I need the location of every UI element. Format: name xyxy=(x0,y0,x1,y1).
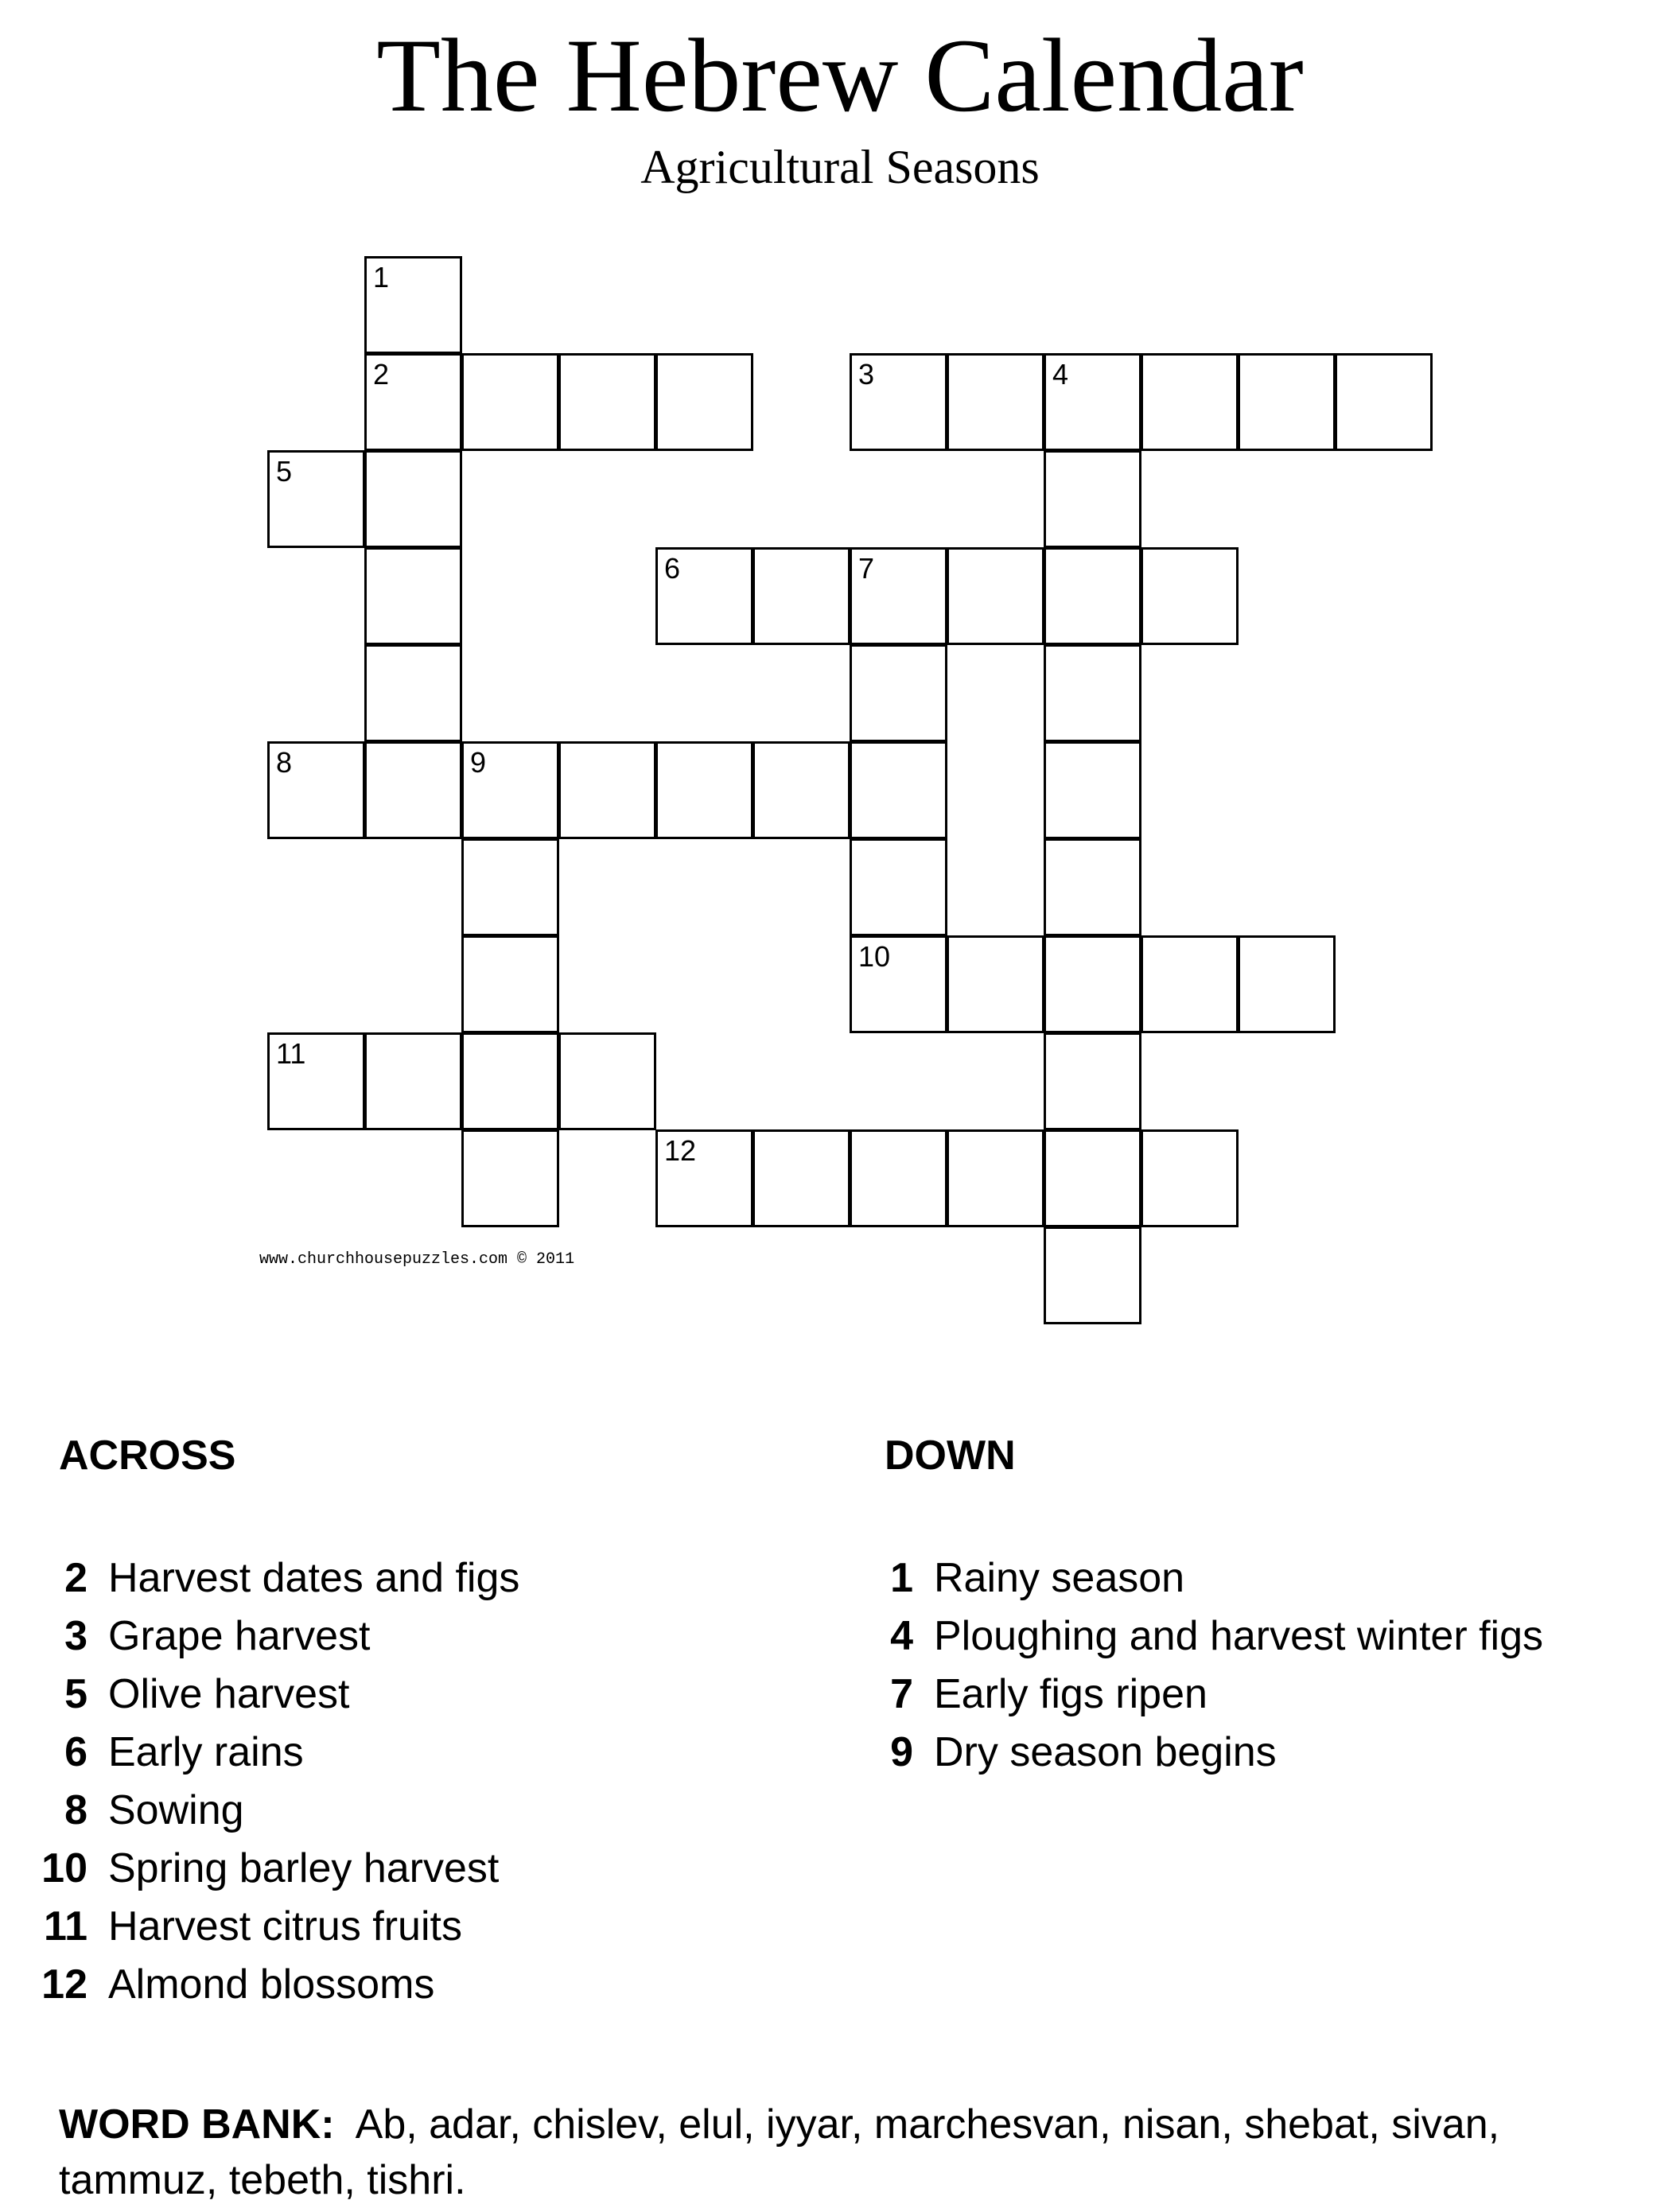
grid-cell[interactable] xyxy=(461,353,559,451)
cell-number: 5 xyxy=(276,455,293,488)
grid-cell[interactable] xyxy=(655,1129,753,1227)
grid-cell[interactable] xyxy=(461,1032,559,1130)
word-bank xyxy=(59,2097,1618,2208)
grid-cell[interactable] xyxy=(850,353,947,451)
grid-cell[interactable] xyxy=(850,935,947,1033)
grid-cell[interactable] xyxy=(364,256,462,354)
cell-number: 2 xyxy=(373,358,390,391)
grid-cell[interactable] xyxy=(364,353,462,451)
page-subtitle: Agricultural Seasons xyxy=(640,141,1040,193)
cell-number: 4 xyxy=(1052,358,1069,391)
clue-text: Spring barley harvest xyxy=(108,1845,500,1891)
cell-number: 3 xyxy=(858,358,875,391)
grid-cell[interactable] xyxy=(655,547,753,645)
grid-cell[interactable] xyxy=(558,741,656,839)
grid-cell[interactable] xyxy=(947,547,1044,645)
clue-number: 12 xyxy=(41,1961,88,2008)
clue-number: 1 xyxy=(890,1555,913,1601)
grid-cell[interactable] xyxy=(1335,353,1433,451)
grid-cell[interactable] xyxy=(947,935,1044,1033)
grid-cell[interactable] xyxy=(752,741,850,839)
cell-number: 11 xyxy=(276,1037,306,1070)
clue-number: 4 xyxy=(890,1613,913,1659)
clue-number: 5 xyxy=(64,1671,88,1717)
cell-number: 9 xyxy=(470,746,487,779)
grid-cell[interactable] xyxy=(364,450,462,548)
clue-number: 8 xyxy=(64,1787,88,1833)
grid-cell[interactable] xyxy=(850,1129,947,1227)
grid-cell[interactable] xyxy=(752,547,850,645)
grid-cell[interactable] xyxy=(752,1129,850,1227)
clue-number: 7 xyxy=(890,1671,913,1717)
clue-text: Early figs ripen xyxy=(934,1671,1208,1717)
grid-cell[interactable] xyxy=(267,741,365,839)
clue-text: Almond blossoms xyxy=(108,1961,435,2008)
grid-cell[interactable] xyxy=(1044,1226,1141,1324)
grid-cell[interactable] xyxy=(1141,353,1239,451)
grid-cell[interactable] xyxy=(850,547,947,645)
clue-text: Harvest citrus fruits xyxy=(108,1903,462,1949)
grid-cell[interactable] xyxy=(1044,1032,1141,1130)
grid-cell[interactable] xyxy=(364,1032,462,1130)
grid-cell[interactable] xyxy=(1141,547,1239,645)
clue-number: 2 xyxy=(64,1555,88,1601)
grid-cell[interactable] xyxy=(364,547,462,645)
grid-cell[interactable] xyxy=(1044,450,1141,548)
clue-number: 6 xyxy=(64,1729,88,1775)
clue-number: 10 xyxy=(41,1845,88,1891)
clue-text: Harvest dates and figs xyxy=(108,1555,520,1601)
grid-cell[interactable] xyxy=(1044,838,1141,936)
clue-text: Dry season begins xyxy=(934,1729,1277,1775)
word-bank-words: Ab, adar, chislev, elul, iyyar, marchesvan, nisan, shebat, sivan, tammuz, tebeth, tishri. xyxy=(59,2101,1500,2203)
grid-cell[interactable] xyxy=(1044,1129,1141,1227)
clue-text: Ploughing and harvest winter figs xyxy=(934,1613,1544,1659)
cell-number: 8 xyxy=(276,746,293,779)
grid-cell[interactable] xyxy=(1238,935,1336,1033)
grid-cell[interactable] xyxy=(655,353,753,451)
clue-text: Sowing xyxy=(108,1787,244,1833)
grid-cell[interactable] xyxy=(558,1032,656,1130)
grid-cell[interactable] xyxy=(558,353,656,451)
cell-number: 10 xyxy=(858,940,891,973)
cell-number: 12 xyxy=(664,1134,697,1167)
grid-cell[interactable] xyxy=(461,1129,559,1227)
grid-cell[interactable] xyxy=(850,838,947,936)
grid-cell[interactable] xyxy=(1044,644,1141,742)
word-bank-label: WORD BANK: xyxy=(59,2101,335,2148)
grid-cell[interactable] xyxy=(1044,741,1141,839)
grid-cell[interactable] xyxy=(1141,1129,1239,1227)
grid-cell[interactable] xyxy=(461,741,559,839)
clue-number: 11 xyxy=(44,1903,88,1949)
grid-cell[interactable] xyxy=(267,1032,365,1130)
clue-number: 9 xyxy=(890,1729,913,1775)
grid-cell[interactable] xyxy=(947,1129,1044,1227)
clue-text: Early rains xyxy=(108,1729,304,1775)
credit-line: www.churchhousepuzzles.com © 2011 xyxy=(259,1250,575,1269)
grid-cell[interactable] xyxy=(1044,547,1141,645)
grid-cell[interactable] xyxy=(1044,353,1141,451)
grid-cell[interactable] xyxy=(850,644,947,742)
grid-cell[interactable] xyxy=(850,741,947,839)
page-title: The Hebrew Calendar xyxy=(376,17,1304,134)
grid-cell[interactable] xyxy=(655,741,753,839)
cell-number: 1 xyxy=(373,261,390,293)
down-heading: DOWN xyxy=(885,1432,1016,1479)
across-heading: ACROSS xyxy=(59,1432,236,1479)
clue-text: Grape harvest xyxy=(108,1613,371,1659)
grid-cell[interactable] xyxy=(364,741,462,839)
clue-number: 3 xyxy=(64,1613,88,1659)
cell-number: 7 xyxy=(858,552,875,585)
clue-text: Olive harvest xyxy=(108,1671,350,1717)
grid-cell[interactable] xyxy=(1141,935,1239,1033)
cell-number: 6 xyxy=(664,552,681,585)
grid-cell[interactable] xyxy=(364,644,462,742)
grid-cell[interactable] xyxy=(1044,935,1141,1033)
grid-cell[interactable] xyxy=(461,838,559,936)
grid-cell[interactable] xyxy=(947,353,1044,451)
grid-cell[interactable] xyxy=(267,450,365,548)
grid-cell[interactable] xyxy=(1238,353,1336,451)
grid-cell[interactable] xyxy=(461,935,559,1033)
clue-text: Rainy season xyxy=(934,1555,1185,1601)
